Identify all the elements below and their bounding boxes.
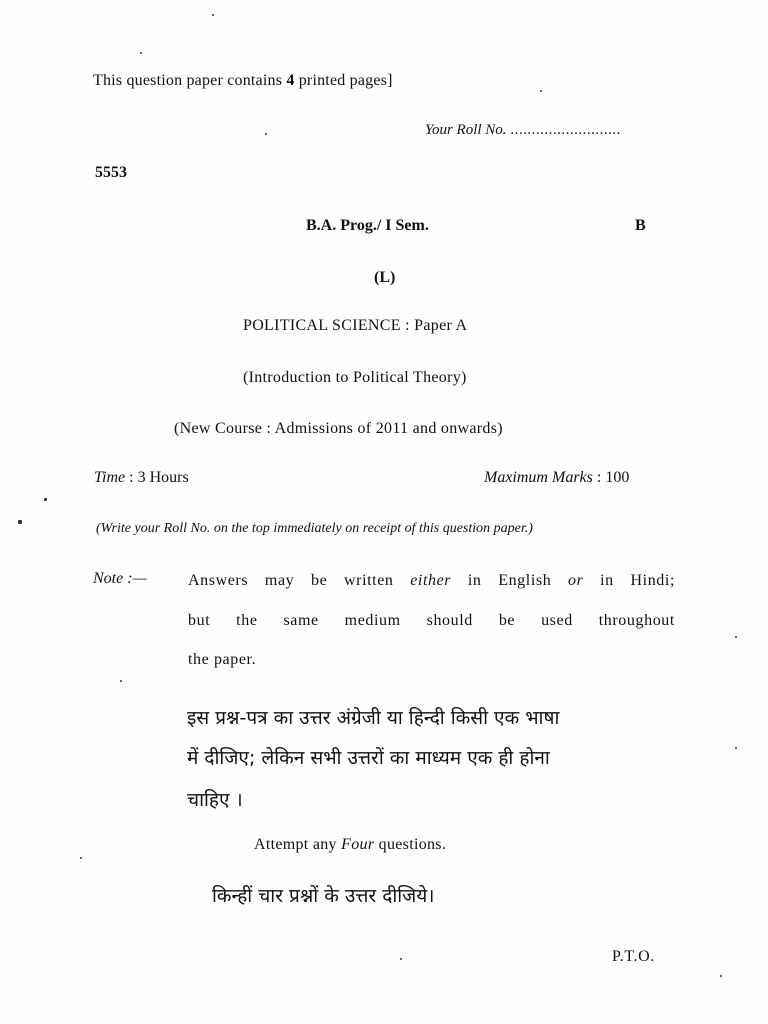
- time-label: Time: [94, 469, 126, 486]
- note-word: be: [310, 572, 328, 589]
- note-word: throughout: [598, 612, 675, 629]
- time-value: : 3 Hours: [129, 469, 189, 486]
- note-word-emphasis: or: [568, 572, 584, 589]
- attempt-suffix: questions.: [378, 836, 447, 853]
- scan-speck: [18, 520, 22, 524]
- roll-dots: ..........................: [510, 122, 621, 138]
- pages-note-suffix: printed pages]: [298, 72, 393, 89]
- scan-speck: [735, 636, 737, 638]
- marks-value: : 100: [596, 469, 630, 486]
- roll-instruction: (Write your Roll No. on the top immediately on receipt of this question paper.): [96, 521, 533, 536]
- hindi-attempt-instruction: किन्हीं चार प्रश्नों के उत्तर दीजिये।: [212, 885, 435, 907]
- note-line-2: [188, 612, 675, 630]
- hindi-note-line-1: इस प्रश्न-पत्र का उत्तर अंग्रेजी या हिन्दी किसी एक भाषा: [187, 707, 560, 729]
- scan-speck: [212, 14, 214, 16]
- language-code: (L): [374, 269, 396, 286]
- note-word: be: [498, 612, 516, 629]
- paper-set: B: [635, 217, 646, 234]
- note-word: the: [236, 612, 258, 629]
- course-name: B.A. Prog./ I Sem.: [306, 217, 429, 234]
- note-word: in: [467, 572, 482, 589]
- pages-count: 4: [286, 72, 295, 89]
- scan-speck: [44, 498, 47, 501]
- note-word: English: [498, 572, 552, 589]
- note-word-emphasis: either: [410, 572, 452, 589]
- note-word: Hindi;: [630, 572, 675, 589]
- hindi-note-line-3: चाहिए ।: [187, 789, 243, 811]
- pages-note: [93, 72, 393, 90]
- note-word: should: [426, 612, 473, 629]
- note-word: in: [600, 572, 614, 589]
- attempt-prefix: Attempt any: [254, 836, 337, 853]
- scan-speck: [720, 975, 722, 977]
- note-word: used: [541, 612, 573, 629]
- note-label: Note :—: [93, 570, 147, 587]
- attempt-instruction: [254, 836, 446, 854]
- scan-speck: [80, 857, 82, 859]
- note-word: medium: [344, 612, 401, 629]
- please-turn-over: P.T.O.: [612, 948, 655, 965]
- note-word: may: [264, 572, 295, 589]
- marks-label: Maximum Marks: [484, 469, 593, 486]
- paper-code: 5553: [95, 164, 127, 181]
- note-word: Answers: [188, 572, 249, 589]
- scan-speck: [540, 90, 542, 92]
- scan-speck: [400, 958, 402, 960]
- time-allowed: [94, 469, 189, 487]
- note-word: written: [343, 572, 394, 589]
- roll-label: Your Roll No.: [425, 122, 507, 138]
- hindi-note-line-2: में दीजिए; लेकिन सभी उत्तरों का माध्यम एक ही होना: [187, 747, 550, 769]
- scan-speck: [265, 133, 267, 135]
- paper-title: (Introduction to Political Theory): [243, 369, 467, 386]
- scan-speck: [120, 680, 122, 682]
- scan-speck: [735, 747, 737, 749]
- subject-title: POLITICAL SCIENCE : Paper A: [243, 317, 468, 334]
- roll-number-field: [425, 122, 621, 139]
- maximum-marks: [484, 469, 629, 487]
- scan-speck: [140, 52, 142, 54]
- note-word: same: [283, 612, 319, 629]
- note-word: but: [188, 612, 211, 629]
- note-line-3: the paper.: [188, 651, 257, 668]
- note-line-1: [188, 572, 675, 590]
- pages-note-prefix: This question paper contains: [93, 72, 283, 89]
- course-scheme: (New Course : Admissions of 2011 and onwards): [174, 420, 503, 437]
- attempt-count: Four: [341, 836, 375, 853]
